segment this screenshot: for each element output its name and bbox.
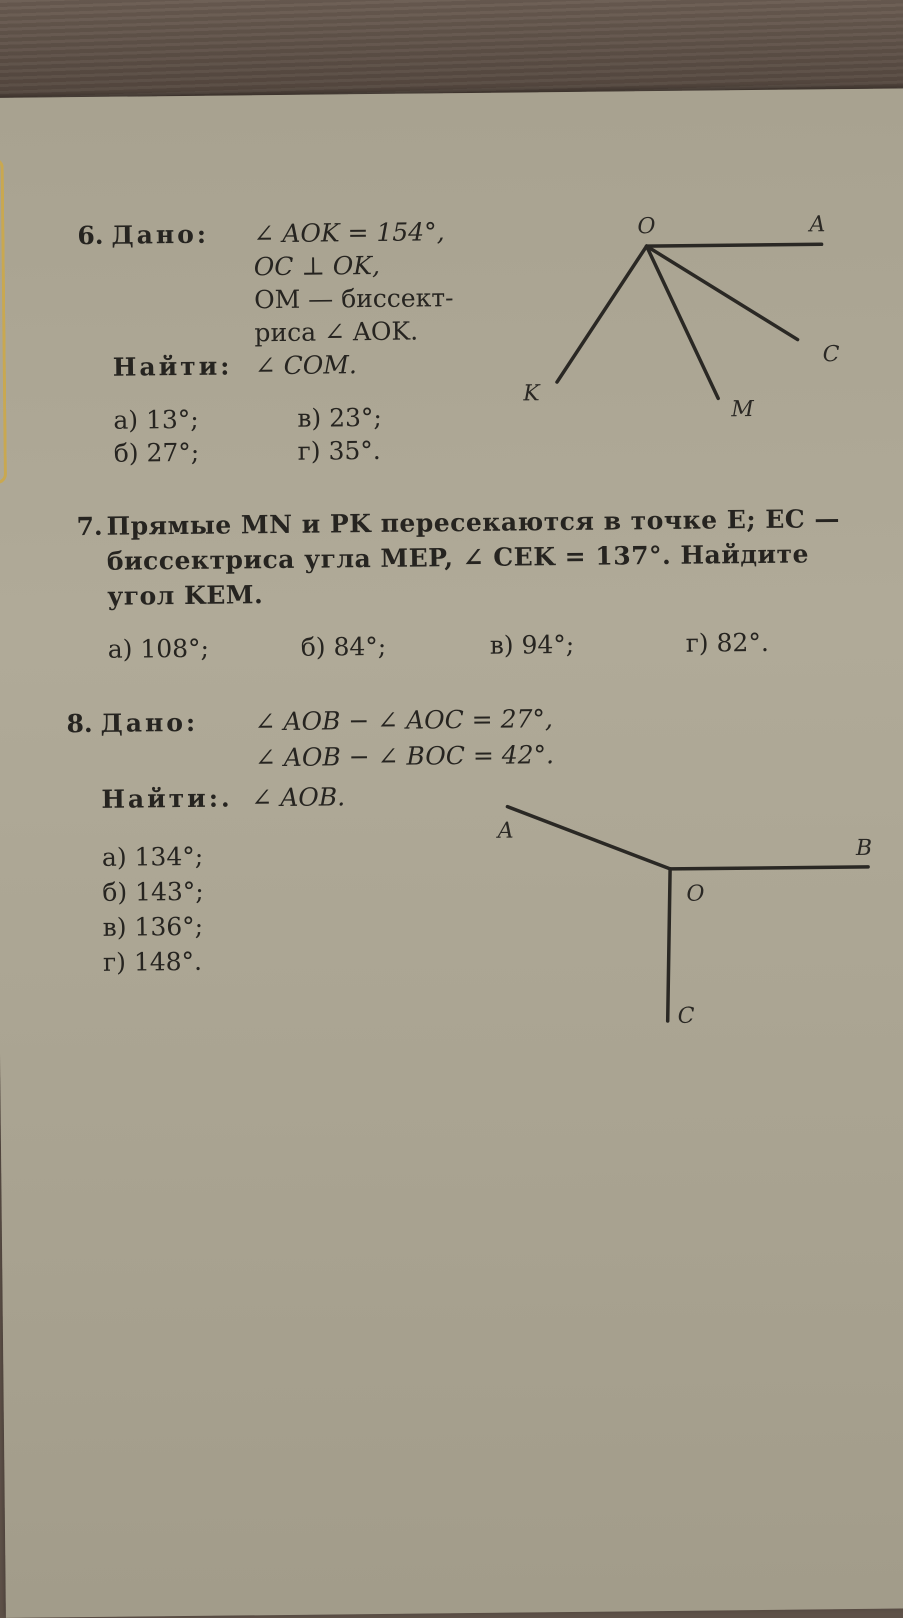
label-o: O	[637, 214, 656, 240]
problem-6-given-line: ∠ AOK = 154°,	[253, 217, 445, 249]
ray-ob	[670, 867, 868, 869]
problem-6-find-value: ∠ COM.	[254, 350, 358, 381]
problem-7-number: 7.	[76, 511, 103, 542]
ray-ok	[556, 246, 648, 382]
problem-7-answer: б) 84°;	[300, 631, 387, 662]
problem-8-answer: в) 136°;	[102, 911, 204, 942]
label-a: A	[497, 818, 514, 844]
problem-7-answer: в) 94°;	[489, 629, 575, 660]
ray-oc	[666, 869, 672, 1021]
problem-6-given-line: риса ∠ AOK.	[254, 316, 419, 348]
problem-8-answer: а) 134°;	[101, 841, 204, 872]
problem-6-given-line: OM — биссект-	[253, 283, 454, 315]
problem-8-find-value: ∠ AOB.	[251, 782, 346, 813]
problem-8-answer: г) 148°.	[102, 946, 203, 977]
problem-7-line: биссектриса угла MEP, ∠ CEK = 137°. Найдите	[106, 539, 810, 576]
ray-oa	[507, 805, 670, 871]
problem-6-find-label: Найти:	[112, 351, 233, 382]
problem-8-find-label: Найти:.	[101, 783, 233, 814]
problem-7-answer: а) 108°;	[107, 633, 210, 664]
label-o: O	[686, 881, 705, 907]
ray-oa	[647, 244, 822, 246]
problem-6-figure	[521, 199, 863, 443]
problem-6-answer: а) 13°;	[113, 404, 199, 435]
label-c: C	[822, 342, 840, 368]
problem-7-line: угол KEM.	[107, 580, 264, 611]
problem-6-given-line: OC ⊥ OK,	[253, 250, 381, 282]
problem-8-given-line: ∠ AOB − ∠ BOC = 42°.	[254, 740, 555, 773]
problem-6-answer: в) 23°;	[297, 402, 383, 433]
problem-8-number: 8.	[66, 708, 93, 739]
paper-clip	[0, 158, 7, 484]
label-c: C	[677, 1003, 695, 1029]
problem-8-figure	[477, 789, 900, 1053]
problem-6-number: 6.	[77, 220, 104, 251]
problem-7-answer: г) 82°.	[685, 627, 769, 658]
label-k: K	[522, 381, 540, 407]
problem-8-answer: б) 143°;	[102, 876, 204, 907]
problem-6-answer: б) 27°;	[113, 437, 200, 468]
label-a: A	[809, 212, 826, 238]
problem-7-line: Прямые MN и PK пересекаются в точке E; EC —	[106, 504, 841, 541]
problem-6-answer: г) 35°.	[297, 435, 381, 466]
problem-8-given-line: ∠ AOB − ∠ AOC = 27°,	[254, 704, 554, 737]
book-page	[0, 88, 903, 1618]
label-b: B	[855, 835, 873, 861]
label-m: M	[731, 397, 754, 423]
problem-8-given-label: Дано:	[100, 707, 199, 738]
problem-6-given-label: Дано:	[111, 219, 210, 250]
